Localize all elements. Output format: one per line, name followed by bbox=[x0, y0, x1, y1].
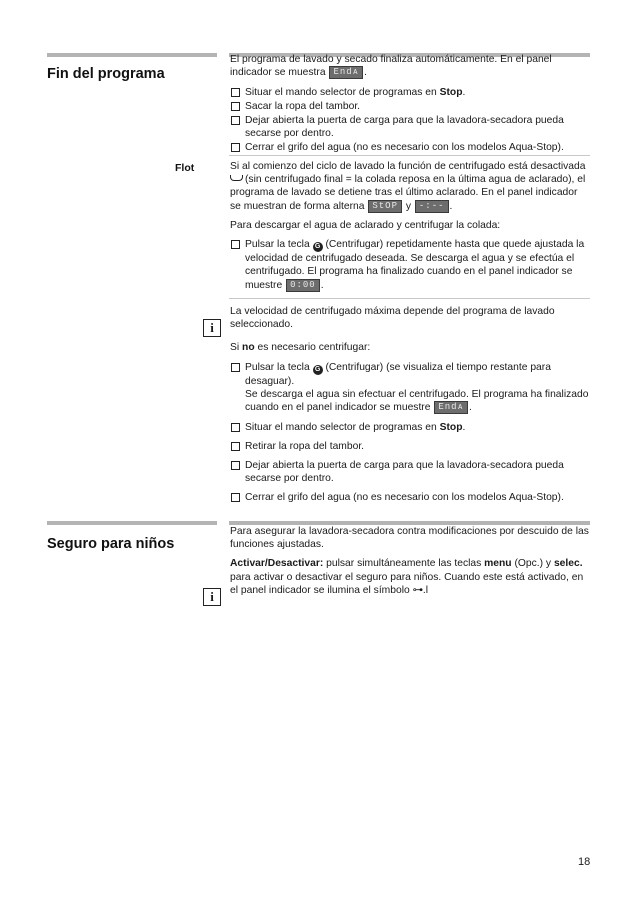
checkbox-bullet-icon bbox=[231, 116, 240, 125]
checkbox-bullet-icon bbox=[231, 240, 240, 249]
list-item: Dejar abierta la puerta de carga para que la lavadora-secadora pueda secarse por dentro. bbox=[230, 459, 590, 485]
page-number: 18 bbox=[578, 856, 591, 868]
flot-label: Flot bbox=[175, 162, 195, 174]
section-rule-left bbox=[47, 53, 217, 57]
spin-icon: G bbox=[313, 365, 323, 375]
flot-para2: Para descargar el agua de aclarado y centrifugar la colada: bbox=[230, 220, 501, 232]
section2-para1: Para asegurar la lavadora-secadora contra modificaciones por descuido de las funciones ajustadas. bbox=[230, 526, 589, 551]
display-end-indicator: Endᴀ bbox=[329, 66, 363, 79]
checkbox-bullet-icon bbox=[231, 442, 240, 451]
checkbox-bullet-icon bbox=[231, 461, 240, 470]
list-item: Situar el mando selector de programas en Stop. bbox=[230, 86, 590, 99]
section-heading-seguro-para-ninos: Seguro para niños bbox=[47, 536, 175, 552]
section-rule-left bbox=[47, 521, 217, 525]
display-end-indicator: Endᴀ bbox=[434, 401, 468, 414]
display-dashes-indicator: -:-- bbox=[415, 200, 449, 213]
list-item: Situar el mando selector de programas en Stop. bbox=[230, 421, 590, 434]
list-item: Retirar la ropa del tambor. bbox=[230, 440, 590, 453]
list-item: Sacar la ropa del tambor. bbox=[230, 100, 590, 113]
display-zero-indicator: 0:00 bbox=[286, 279, 320, 292]
list-item: Pulsar la tecla G (Centrifugar) (se visualiza el tiempo restante para desaguar). Se descarga el agua sin efectuar el centrifugado. El programa ha finalizado cuando en el panel indicador se muestre Endᴀ . bbox=[230, 361, 590, 415]
flot-nospin: Si no es necesario centrifugar: bbox=[230, 342, 371, 354]
child-lock-symbol: ⊶.l bbox=[412, 584, 429, 596]
flot-body bbox=[230, 160, 590, 511]
list-item: Cerrar el grifo del agua (no es necesario con los modelos Aqua-Stop). bbox=[230, 491, 590, 504]
checkbox-bullet-icon bbox=[231, 88, 240, 97]
checkbox-bullet-icon bbox=[231, 102, 240, 111]
checkbox-bullet-icon bbox=[231, 143, 240, 152]
info-icon: i bbox=[203, 319, 221, 337]
list-item: Dejar abierta la puerta de carga para que la lavadora-secadora pueda secarse por dentro. bbox=[230, 114, 590, 140]
no-spin-icon bbox=[230, 175, 243, 181]
flot-para1: Si al comienzo del ciclo de lavado la función de centrifugado está desactivada (sin centrifugado final = la colada reposa en la última agua de aclarado), el programa de lavado se detiene tras el último aclarado. En el panel indicador se muestran de forma alterna StOP y -:-- . bbox=[230, 161, 586, 212]
checkbox-bullet-icon bbox=[231, 493, 240, 502]
flot-info-text: La velocidad de centrifugado máxima depende del programa de lavado seleccionado. bbox=[230, 306, 555, 331]
display-stop-indicator: StOP bbox=[368, 200, 402, 213]
list-item: Pulsar la tecla G (Centrifugar) repetidamente hasta que quede ajustada la velocidad de centrifugado deseada. Se descarga el agua y se efectúa el centrifugado. El programa ha finalizado cuando en el panel indicador se muestre 0:00 . bbox=[230, 238, 590, 292]
spin-icon: G bbox=[313, 242, 323, 252]
section2-para2: Activar/Desactivar: pulsar simultáneamente las teclas menu (Opc.) y selec. para activar o desactivar el seguro para niños. Cuando este está activado, en el panel indicador se ilumina el símbolo ⊶.l bbox=[230, 558, 584, 596]
section1-body bbox=[230, 53, 590, 156]
checkbox-bullet-icon bbox=[231, 363, 240, 372]
section1-intro: El programa de lavado y secado finaliza automáticamente. En el panel indicador se muestra Endᴀ . bbox=[230, 54, 552, 79]
flot-rule bbox=[229, 155, 590, 156]
checkbox-bullet-icon bbox=[231, 423, 240, 432]
info-icon: i bbox=[203, 588, 221, 606]
section-heading-fin-del-programa: Fin del programa bbox=[47, 66, 165, 82]
section2-body bbox=[230, 525, 590, 603]
list-item: Cerrar el grifo del agua (no es necesario con los modelos Aqua-Stop). bbox=[230, 141, 590, 154]
